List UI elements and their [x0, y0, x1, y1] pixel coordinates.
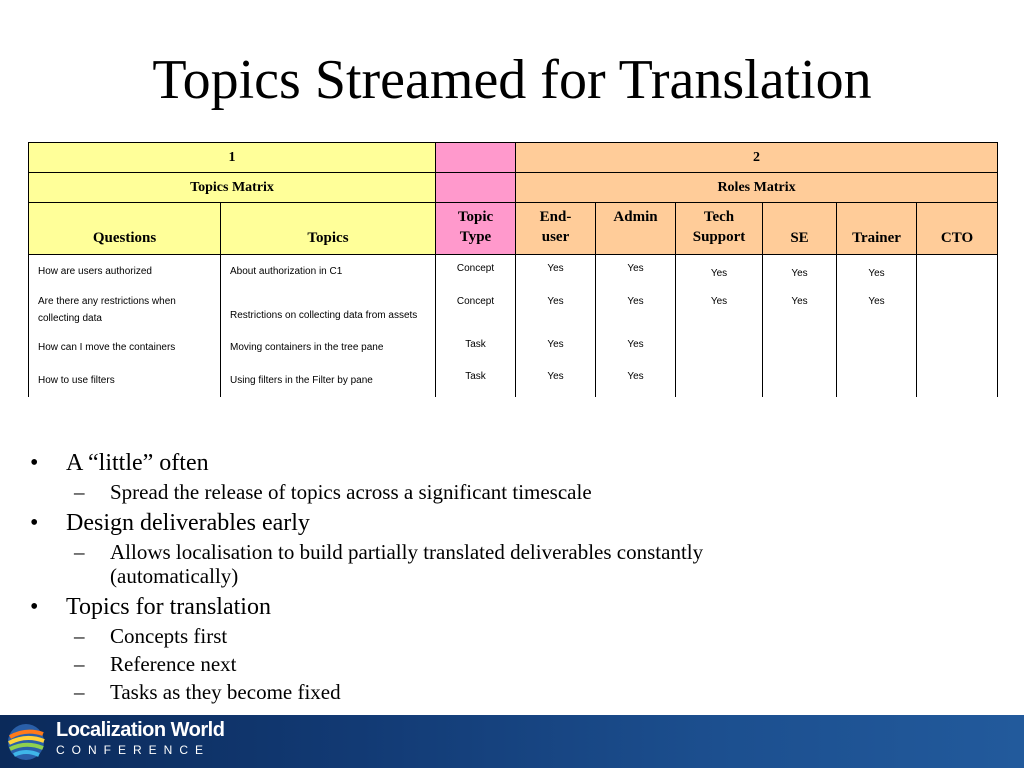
type-cell: Task [436, 327, 516, 360]
column-header-row [29, 203, 998, 255]
brand-line-2: CONFERENCE [56, 743, 211, 757]
trainer-cell [837, 327, 917, 360]
end-user-cell: Yes [516, 327, 596, 360]
trainer-header: Trainer [837, 203, 917, 255]
dash-marker: – [74, 624, 85, 648]
cto-cell [917, 360, 998, 397]
end-user-cell: Yes [516, 255, 596, 283]
question-cell: How can I move the containers [29, 327, 221, 360]
type-cell: Concept [436, 255, 516, 283]
divider-cell [436, 143, 516, 173]
trainer-cell: Yes [837, 283, 917, 327]
divider-cell [436, 173, 516, 203]
group-2-cell: 2 [516, 143, 998, 173]
topic-type-header: Topic Type [436, 203, 516, 255]
se-cell: Yes [763, 255, 837, 283]
topic-cell: Using filters in the Filter by pane [221, 360, 436, 397]
table-row [29, 255, 998, 283]
question-cell: How are users authorized [29, 255, 221, 283]
dash-marker: – [74, 540, 85, 564]
type-cell: Task [436, 360, 516, 397]
sub-bullet-item: – Spread the release of topics across a significant timescale [74, 480, 592, 504]
se-cell [763, 327, 837, 360]
cto-cell [917, 255, 998, 283]
dash-marker: – [74, 680, 85, 704]
table-row [29, 283, 998, 327]
sub-bullet-item: – Reference next [74, 652, 237, 676]
topics-roles-table [28, 142, 998, 397]
tech-support-cell [676, 360, 763, 397]
group-1-cell: 1 [29, 143, 436, 173]
cto-cell [917, 327, 998, 360]
cto-cell [917, 283, 998, 327]
trainer-cell: Yes [837, 255, 917, 283]
group-number-row [29, 143, 998, 173]
tech-support-cell: Yes [676, 255, 763, 283]
sub-bullet-item: – Tasks as they become fixed [74, 680, 341, 704]
end-user-cell: Yes [516, 360, 596, 397]
topic-cell: About authorization in C1 [221, 255, 436, 283]
globe-logo [6, 722, 46, 762]
sub-bullet-item: – Allows localisation to build partially translated deliverables constantly (automatically) [74, 540, 704, 588]
bullet-item: • Design deliverables early [30, 510, 310, 536]
admin-cell: Yes [596, 327, 676, 360]
end-user-cell: Yes [516, 283, 596, 327]
sub-bullet-item: – Concepts first [74, 624, 228, 648]
cto-header: CTO [917, 203, 998, 255]
question-cell: Are there any restrictions when collecting data [29, 283, 221, 327]
bullet-item: • A “little” often [30, 450, 209, 476]
roles-matrix-cell: Roles Matrix [516, 173, 998, 203]
admin-header: Admin [596, 203, 676, 255]
admin-cell: Yes [596, 255, 676, 283]
bullet-item: • Topics for translation [30, 594, 271, 620]
trainer-cell [837, 360, 917, 397]
tech-support-header: Tech Support [676, 203, 763, 255]
bullet-marker: • [30, 450, 39, 476]
se-header: SE [763, 203, 837, 255]
end-user-header: End- user [516, 203, 596, 255]
slide-title: Topics Streamed for Translation [152, 49, 872, 111]
admin-cell: Yes [596, 283, 676, 327]
dash-marker: – [74, 480, 85, 504]
admin-cell: Yes [596, 360, 676, 397]
matrix-title-row [29, 173, 998, 203]
questions-header: Questions [29, 203, 221, 255]
question-cell: How to use filters [29, 360, 221, 397]
topic-cell: Restrictions on collecting data from assets [221, 283, 436, 327]
tech-support-cell: Yes [676, 283, 763, 327]
bullet-marker: • [30, 594, 39, 620]
topic-cell: Moving containers in the tree pane [221, 327, 436, 360]
brand-logo-text [56, 718, 224, 758]
bullet-list [30, 448, 990, 708]
dash-marker: – [74, 652, 85, 676]
brand-line-1: Localization World [56, 719, 225, 741]
se-cell [763, 360, 837, 397]
topics-header: Topics [221, 203, 436, 255]
table-row [29, 360, 998, 397]
se-cell: Yes [763, 283, 837, 327]
tech-support-cell [676, 327, 763, 360]
bullet-marker: • [30, 510, 39, 536]
table-row [29, 327, 998, 360]
topics-matrix-cell: Topics Matrix [29, 173, 436, 203]
type-cell: Concept [436, 283, 516, 327]
